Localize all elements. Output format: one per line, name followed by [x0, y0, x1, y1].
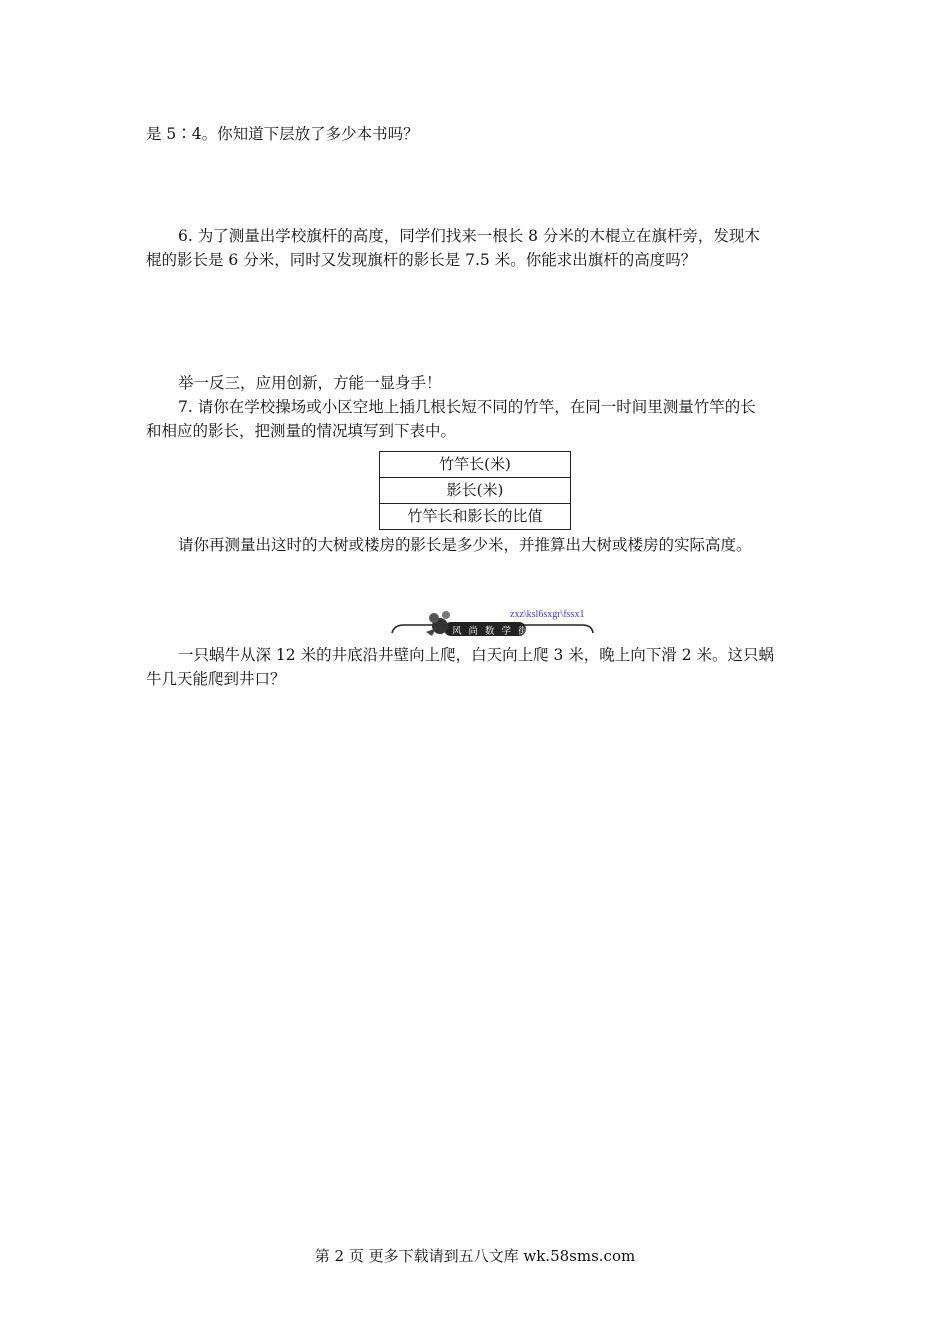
banner-title: 风 尚 数 学 街 区: [452, 626, 547, 637]
question-7-followup: 请你再测量出这时的大树或楼房的影长是多少米，并推算出大树或楼房的实际高度。: [178, 536, 752, 554]
puzzle-line-1: 一只蜗牛从深 12 米的井底沿井壁向上爬，白天向上爬 3 米，晚上向下滑 2 米。这只蜗: [178, 646, 775, 664]
puzzle-line-2: 牛几天能爬到井口？: [146, 670, 286, 688]
table-row: [380, 478, 571, 504]
table-row: [380, 504, 571, 530]
question-7-line-2: 和相应的影长，把测量的情况填写到下表中。: [146, 422, 457, 440]
table-cell-bamboo-length: 竹竿长(米): [380, 452, 571, 478]
measurement-table: [379, 451, 571, 530]
section-heading: 举一反三，应用创新，方能一显身手！: [178, 374, 442, 392]
banner-code-text: zxz\ksl6sxgr\fssx1: [510, 609, 585, 620]
question-7-line-1: 7. 请你在学校操场或小区空地上插几根长短不同的竹竿，在同一时间里测量竹竿的长: [178, 398, 756, 416]
table-cell-ratio: 竹竿长和影长的比值: [380, 504, 571, 530]
question-6-line-2: 棍的影长是 6 分米，同时又发现旗杆的影长是 7.5 米。你能求出旗杆的高度吗？: [146, 251, 697, 269]
page-footer: 第 2 页 更多下载请到五八文库 wk.58sms.com: [314, 1247, 636, 1265]
question-5-tail: 是 5∶4。你知道下层放了多少本书吗？: [146, 125, 419, 143]
table-row: [380, 452, 571, 478]
section-banner: [390, 606, 595, 640]
table-cell-shadow-length: 影长(米): [380, 478, 571, 504]
question-6-line-1: 6. 为了测量出学校旗杆的高度，同学们找来一根长 8 分米的木棍立在旗杆旁，发现木: [178, 227, 760, 245]
